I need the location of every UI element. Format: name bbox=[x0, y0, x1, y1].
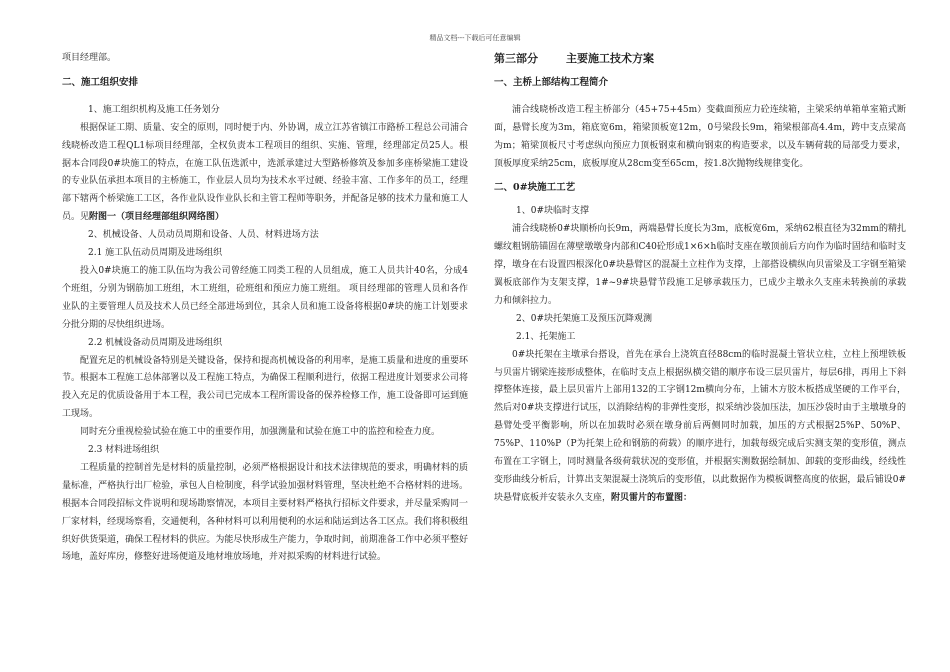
subsection-title-bracket-2-1: 2.1、托架施工 bbox=[516, 331, 576, 342]
figure-reference-1: 附图一（项目经理部组织网络图） bbox=[89, 212, 225, 223]
paragraph-testing: 同时充分重视检验试验在施工中的重要作用，加强测量和试验在施工中的监控和检查力度。 bbox=[80, 427, 441, 438]
right-column bbox=[494, 50, 906, 508]
section-title-organization: 二、施工组织安排 bbox=[62, 76, 139, 88]
section-title-process: 二、0#块施工工艺 bbox=[494, 182, 576, 194]
paragraph-organization-text: 根据保证工期、质量、安全的原则，同时便于内、外协调，成立江苏省镇江市路桥工程总公司浦合线晓桥改造工程QL1标项目经理部，全权负责本工程项目的组织、实施、管理，经理部定员25人。根据本合同段0#块施工的特点，在施工队伍选派中，选派承建过大型路桥修筑及参加多座桥梁施工建设的专业队伍承担本项目的主桥施工，作业层人员均为技术水平过硬、经验丰富、工作多年的员工，经理部下辖两个桥梁施工工区，各作业队设作业队长和主管工程师等职务，并配备足够的技术力量和施工人员。见 bbox=[62, 122, 468, 223]
subsection-title-bracket: 2、0#块托架施工及预压沉降观测 bbox=[516, 313, 652, 324]
paragraph-overview: 浦合线晓桥改造工程主桥部分（45+75+45m）变截面预应力砼连续箱，主梁采纳单箱单室箱式断面，悬臂长度为3m，箱底宽6m，箱梁顶板宽12m，0号梁段长9m，箱梁根部高4.4m，跨中支点梁高为m；箱梁顶板尺寸考虑纵向预应力顶板钢束和横向钢束的构造要求，以及车辆荷载的局部受力要求，顶板厚度采纳25cm，底板厚度从28cm变至65cm，按1.8次抛物线规律变化。 bbox=[494, 104, 906, 169]
paragraph-equipment: 配置充足的机械设备特别是关键设备，保持和提高机械设备的利用率，是施工质量和进度的重要环节。根据本工程施工总体部署以及工程施工特点，为确保工程顺利进行，依据工程进度计划要求公司将投入充足的优质设备用于本工程，我公司已完成本工程所需设备的保养检修工作，施工设备即可运到施工现场。 bbox=[62, 355, 468, 420]
subsection-title-2-2: 2.2 机械设备动员周期及进场组织 bbox=[88, 337, 223, 348]
subsection-title-2: 2、机械设备、人员动员周期和设备、人员、材料进场方法 bbox=[88, 230, 319, 241]
subsection-title-temp-support: 1、0#块临时支撑 bbox=[516, 206, 589, 217]
part-title: 主要施工技术方案 bbox=[566, 52, 654, 65]
paragraph-organization bbox=[62, 120, 468, 227]
subsection-title-2-1: 2.1 施工队伍动员周期及进场组织 bbox=[88, 248, 223, 259]
page-header: 精品文档---下载后可任意编辑 bbox=[429, 34, 521, 42]
paragraph-team: 投入0#块施工的施工队伍均为我公司曾经施工同类工程的人员组成，施工人员共计40名，分成4个班组，分别为钢筋加工班组，木工班组，砼班组和预应力施工班组。 项目经理部的管理人员和各作业队的主要管理人员及技术人员已经全部进场到位，其余人员和施工设备将根据0#块的施工计划要求分批分期的尽快组织进场。 bbox=[62, 265, 468, 330]
paragraph-materials: 工程质量的控制首先是材料的质量控制，必须严格根据设计和技术法律规范的要求，明确材料的质量标准，严格执行出厂检验，承包人自检制度，科学试验加强材料管理，坚决杜绝不合格材料的进场。根据本合同段招标文件说明和现场勘察情况，本项目主要材料严格执行招标文件要求，并尽量采购同一厂家材料，经现场察看，交通便利，各种材料可以利用便利的水运和陆运到达各工区点。我们将积极组织好供货渠道，确保工程材料的供应。为能尽快形成生产能力，争取时间，前期准备工作中必须平整好场地，盖好库房，修整好进场便道及地材堆放场地，并对拟采购的材料进行试验。 bbox=[62, 462, 468, 563]
paragraph-bracket-text: 0#块托架在主墩承台搭设，首先在承台上浇筑直径88cm的临时混凝土管状立柱，立柱上预埋铁板与贝雷片钢梁连接形成整体，在临时支点上根据纵横交错的顺序布设三层贝雷片，每层6排，再用上下斜撑整体连接，最上层贝雷片上部用132的工字钢12m横向分布，上铺木方胶木板搭成坚硬的工作平台，然后对0#块支撑进行试压，以消除结构的非弹性变形，拟采纳沙袋加压法，加压沙袋时由于主墩墩身的悬臂处受平衡影响，所以在加载时必须在墩身前后两侧同时加载，加压的方式根据25%P、50%P、75%P、110%P（P为托架上砼和钢筋的荷载）的顺序进行，加载每级完成后实测支架的变形值，测点布置在工字钢上，同时测量各级荷载状况的变形值，并根据实测数据绘制加、卸载的变形曲线，经线性变形曲线分析后，计算出支架混凝土浇筑后的变形值，以此数据作为模板调整高度的依据，最后铺设0#块悬臂底板并安装永久支座， bbox=[494, 349, 906, 503]
left-column bbox=[62, 50, 468, 567]
subsection-title-2-3: 2.3 材料进场组织 bbox=[88, 445, 160, 456]
figure-reference-bailey: 附贝雷片的布置图： bbox=[611, 492, 693, 503]
paragraph-temp-support: 浦合线晓桥0#块顺桥向长9m，两端悬臂长度长为3m，底板宽6m，采纳62根直径为32mm的精扎螺纹粗钢筋锚固在薄壁墩墩身内部和C40砼形成1×6×h临时支座在墩顶前后方向作为临时固结和临时支撑，墩身在右设置四根深化0#块悬臂区的混凝土立柱作为支撑，上部搭设横纵向贝雷梁及工字钢至箱梁翼板底部作为支架支撑，1#~9#块悬臂节段施工足够承载压力，已成少主墩永久支座未转换前的承载力和倾斜拉力。 bbox=[494, 224, 906, 306]
section-title-overview: 一、主桥上部结构工程简介 bbox=[494, 76, 609, 88]
intro-line: 项目经理部。 bbox=[62, 53, 117, 63]
part-heading bbox=[494, 50, 906, 68]
paragraph-bracket bbox=[494, 347, 906, 508]
subsection-title-1: 1、施工组织机构及施工任务划分 bbox=[88, 104, 220, 115]
part-label: 第三部分 bbox=[494, 52, 538, 65]
